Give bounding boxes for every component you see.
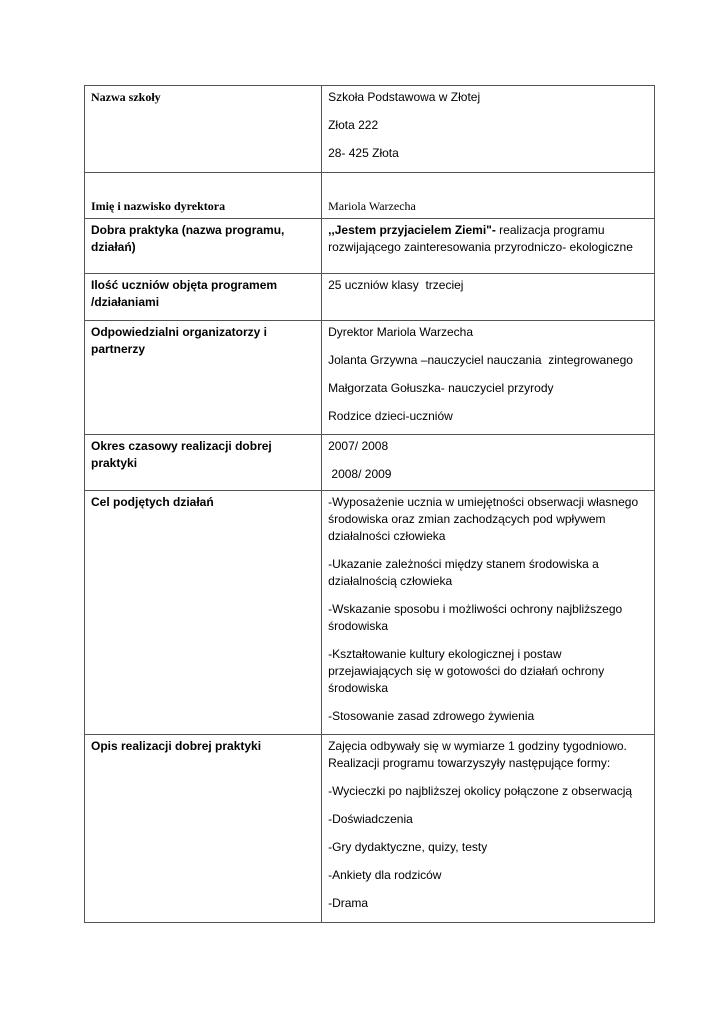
- student-count-text: 25 uczniów klasy trzeciej: [328, 278, 464, 292]
- organizer-item: Dyrektor Mariola Warzecha: [328, 325, 474, 339]
- goal-item: -Wyposażenie ucznia w umiejętności obserwacji własnego środowiska oraz zmian zachodzących pod wpływem działalności człowieka: [328, 495, 639, 543]
- organizer-item: Rodzice dzieci-uczniów: [328, 409, 453, 423]
- row-value-description: [322, 735, 655, 923]
- description-item: -Drama: [328, 896, 369, 910]
- organizer-item: Małgorzata Gołuszka- nauczyciel przyrody: [328, 381, 554, 395]
- row-label-time-period: Okres czasowy realizacji dobrej praktyki: [85, 435, 322, 491]
- period-item: 2007/ 2008: [328, 439, 389, 453]
- goal-item: -Wskazanie sposobu i możliwości ochrony najbliższego środowiska: [328, 602, 623, 633]
- good-practice-table: [84, 85, 655, 923]
- row-label-student-count: Ilość uczniów objęta programem /działaniami: [85, 274, 322, 321]
- row-label-description: Opis realizacji dobrej praktyki: [85, 735, 322, 923]
- period-item: 2008/ 2009: [328, 467, 392, 481]
- row-label-goals: Cel podjętych działań: [85, 491, 322, 735]
- school-postal-text: 28- 425 Złota: [328, 146, 399, 160]
- program-title-text: ,,Jestem przyjacielem Ziemi"-: [328, 223, 496, 237]
- table-row: [85, 86, 655, 173]
- description-item: -Doświadczenia: [328, 812, 413, 826]
- description-item: -Ankiety dla rodziców: [328, 868, 442, 882]
- school-address-text: Złota 222: [328, 118, 379, 132]
- description-item: -Gry dydaktyczne, quizy, testy: [328, 840, 488, 854]
- table-row: [85, 173, 655, 219]
- description-item: Zajęcia odbywały się w wymiarze 1 godziny tygodniowo. Realizacji programu towarzyszyły następujące formy:: [328, 739, 627, 770]
- table-row: [85, 219, 655, 274]
- school-name-text: Szkoła Podstawowa w Złotej: [328, 90, 481, 104]
- organizer-item: Jolanta Grzywna –nauczyciel nauczania zintegrowanego: [328, 353, 633, 367]
- goal-item: -Stosowanie zasad zdrowego żywienia: [328, 709, 535, 723]
- row-label-school-name: Nazwa szkoły: [85, 86, 322, 173]
- row-label-organizers: Odpowiedzialni organizatorzy i partnerzy: [85, 321, 322, 435]
- row-value-goals: [322, 491, 655, 735]
- table-row: [85, 735, 655, 923]
- director-name-text: Mariola Warzecha: [328, 199, 416, 213]
- goal-item: -Ukazanie zależności między stanem środowiska a działalnością człowieka: [328, 557, 599, 588]
- row-label-program-name: Dobra praktyka (nazwa programu, działań): [85, 219, 322, 274]
- table-row: [85, 321, 655, 435]
- row-value-school-name: [322, 86, 655, 173]
- row-value-time-period: [322, 435, 655, 491]
- table-row: [85, 274, 655, 321]
- table-row: [85, 491, 655, 735]
- row-value-program-name: [322, 219, 655, 274]
- row-value-organizers: [322, 321, 655, 435]
- row-label-director: [85, 173, 322, 219]
- goal-item: -Kształtowanie kultury ekologicznej i postaw przejawiających się w gotowości do działań ochrony środowiska: [328, 647, 605, 695]
- row-value-director: [322, 173, 655, 219]
- description-item: -Wycieczki po najbliższej okolicy połączone z obserwacją: [328, 784, 633, 798]
- table-row: [85, 435, 655, 491]
- row-value-student-count: [322, 274, 655, 321]
- director-label-text: Imię i nazwisko dyrektora: [91, 199, 226, 213]
- program-description-text: realizacja programu rozwijającego zainteresowania przyrodniczo- ekologiczne: [328, 223, 633, 254]
